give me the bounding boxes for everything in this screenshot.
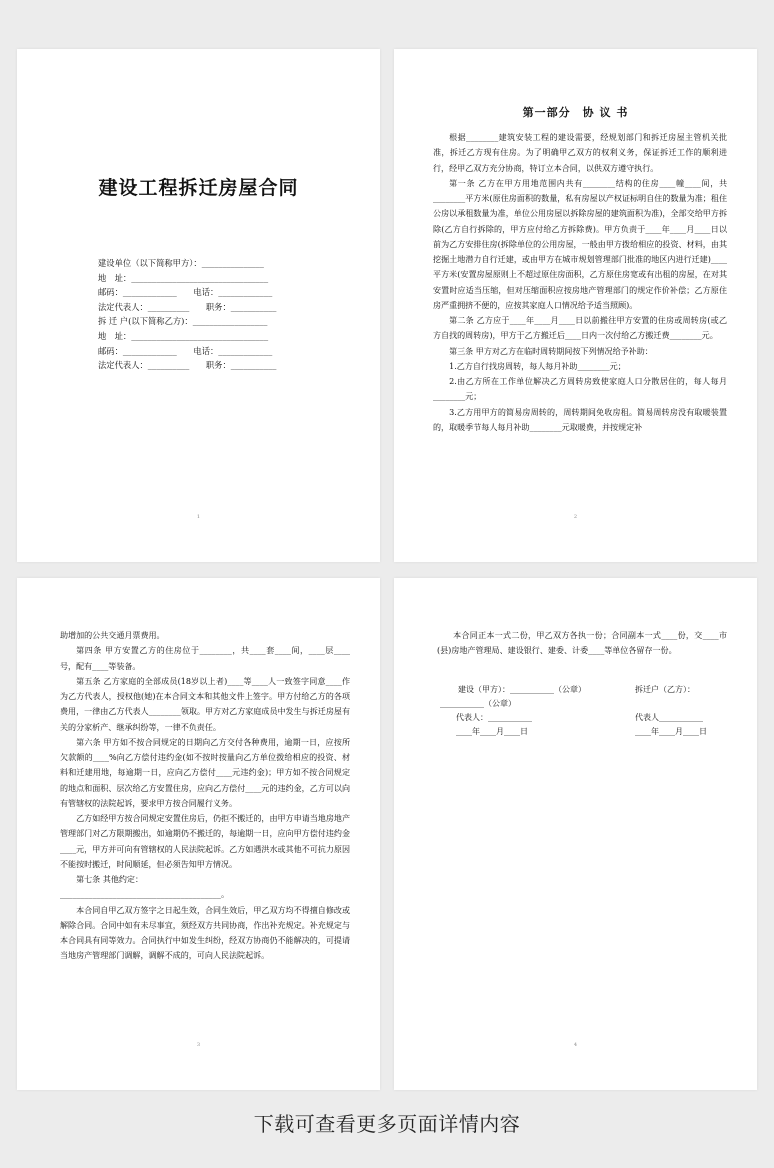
article-3-paragraph: 第三条 甲方对乙方在临时周转期间按下列情况给予补助： (449, 346, 653, 356)
field-relocatee: 拆 迁 户(以下简称乙方)：__________________ (98, 316, 268, 327)
page-number: 1 (196, 514, 201, 520)
other-agreement-blank: ________________________________________。 (60, 890, 229, 900)
party-a-signature: 建设（甲方）：___________（公章） (458, 685, 586, 694)
page-body-text (437, 628, 727, 659)
article-3-item-2: 2.由乙方所在工作单位解决乙方周转房致使家庭人口分散居住的，每人每月________元； (433, 377, 727, 402)
field-relocatee-representative: 法定代表人：__________ 职务：___________ (98, 360, 277, 371)
article-3-item-3: 3.乙方用甲方的简易房周转的，周转期间免收房租。简易周转房没有取暖装置的，取暖季节每人每月补助________元取暖费，并按规定补 (433, 407, 727, 432)
article-3-item-1: 1.乙方自行找房周转，每人每月补助________元； (449, 361, 626, 371)
party-b-signature: 拆迁户（乙方）： (635, 685, 695, 694)
effectiveness-paragraph: 本合同自甲乙双方签字之日起生效，合同生效后，甲乙双方均不得擅自修改或解除合同。合同中如有未尽事宜，须经双方共同协商，作出补充规定。补充规定与本合同具有同等效力。合同执行中如发生纠纷，经双方协商仍不能解决的，可提请当地房产管理部门调解，调解不成的，可向人民法院起诉。 (60, 905, 350, 961)
document-page-2 (394, 49, 757, 562)
download-more-prompt[interactable]: 下载可查看更多页面详情内容 (253, 1112, 521, 1136)
party-b-date: ____年____月____日 (635, 727, 707, 736)
party-a-stamp: ___________（公章） (440, 699, 516, 708)
page-number: 4 (573, 1042, 578, 1048)
article-5-paragraph: 第五条 乙方家庭的全部成员(18岁以上者)____等____人一致签字同意____作为乙方代表人，授权他(她)在本合同文本和其他文件上签字。甲方付给乙方的各项费用，一律由乙方代表人________领取。甲方对乙方家庭成员中发生与拆迁房屋有关的分家析产、继承纠纷等，一律不负责任。 (60, 676, 350, 732)
page-body-text (60, 628, 350, 1023)
article-1-paragraph: 第一条 乙方在甲方用地范围内共有________结构的住房____幢____间，共________平方米(原住房面积的数量，私有房屋以产权证标明自住的数量为准；租住公房以承租数量为准，单位公用房屋以拆除房屋的建筑面积为准)，全部交给甲方拆除(乙方自行拆除的，甲方应付给乙方拆除费)。甲方负责于____年____月____日以前为乙方安排住房(拆除单位的公用房屋，一般由甲方拨给相应的投资、材料，由其挖掘土地潜力自行迁建，或由甲方在城市规划管理部门批准的地区内进行迁建)____平方米(安置房屋原则上不超过原住房面积，乙方原住房宽或有出租的房屋，在对其安置时应适当压缩，但对压缩面积应按房地产管理部门的规定作价补偿；乙方原住房严重拥挤不便的，应按其家庭人口情况给予适当照顾)。 (433, 178, 727, 310)
document-page-4 (394, 578, 757, 1090)
article-4-paragraph: 第四条 甲方安置乙方的住房位于________，共____套____间，____层____号，配有____等装备。 (60, 646, 350, 671)
page-number: 2 (573, 514, 578, 520)
copies-paragraph: 本合同正本一式二份，甲乙双方各执一份；合同副本一式____份，交____市(县)房地产管理局、建设银行、建委、计委____等单位各留存一份。 (437, 631, 727, 656)
field-builder-address: 地 址：_________________________________ (98, 272, 269, 283)
preamble-paragraph: 根据________建筑安装工程的建设需要，经规划部门和拆迁房屋主管机关批准，拆迁乙方现有住房。为了明确甲乙双方的权利义务，保证拆迁工作的顺利进行，经甲乙双方充分协商，特订立本合同，以供双方遵守执行。 (433, 133, 727, 173)
party-a-representative: 代表人：___________ (456, 713, 532, 722)
article-7-paragraph: 第七条 其他约定： (76, 875, 144, 884)
document-page-3 (17, 578, 380, 1090)
field-builder-representative: 法定代表人：__________ 职务：___________ (98, 301, 277, 312)
field-builder-postcode-phone: 邮码：_____________ 电话：_____________ (98, 287, 273, 298)
article-6-relocatee-paragraph: 乙方如经甲方按合同规定安置住房后，仍拒不搬迁的，由甲方申请当地房地产管理部门对乙方限期搬出，如逾期仍不搬迁的，每逾期一日，应向甲方偿付违约金____元，甲方并可向有管辖权的人民法院起诉。乙方如遇洪水或其他不可抗力原因不能按时搬迁，时间顺延，但必须告知甲方情况。 (60, 814, 350, 869)
article-6-paragraph: 第六条 甲方如不按合同规定的日期向乙方交付各种费用，逾期一日，应按所欠款额的____%向乙方偿付违约金(如不按时按量向乙方单位拨给相应的投资、材料和迁建用地，每逾期一日，应向乙方偿付____元违约金)；甲方如不按合同规定的地点和面积、层次给乙方安置住房，应向乙方偿付____元的违约金，乙方可以向有管辖权的法院起诉，要求甲方按合同履行义务。 (60, 737, 350, 808)
party-a-date: ____年____月____日 (456, 727, 528, 736)
party-info-fields (98, 256, 313, 373)
continuation-paragraph: 助增加的公共交通月票费用。 (60, 631, 165, 640)
article-2-paragraph: 第二条 乙方应于____年____月____日以前搬往甲方安置的住房或周转房(或乙方自找的周转房)，甲方于乙方搬迁后____日内一次付给乙方搬迁费________元。 (433, 316, 727, 341)
document-page-1 (17, 49, 380, 562)
field-relocatee-postcode-phone: 邮码：_____________ 电话：_____________ (98, 345, 273, 356)
party-b-representative: 代表人___________ (635, 713, 703, 722)
field-builder-unit: 建设单位（以下简称甲方）：_______________ (98, 258, 264, 268)
field-relocatee-address: 地 址：_________________________________ (98, 330, 269, 341)
page-number: 3 (196, 1042, 201, 1048)
contract-title: 建设工程拆迁房屋合同 (98, 177, 299, 199)
signature-block (440, 683, 730, 739)
part-heading: 第一部分 协 议 书 (522, 106, 629, 119)
page-body-text (433, 130, 727, 490)
